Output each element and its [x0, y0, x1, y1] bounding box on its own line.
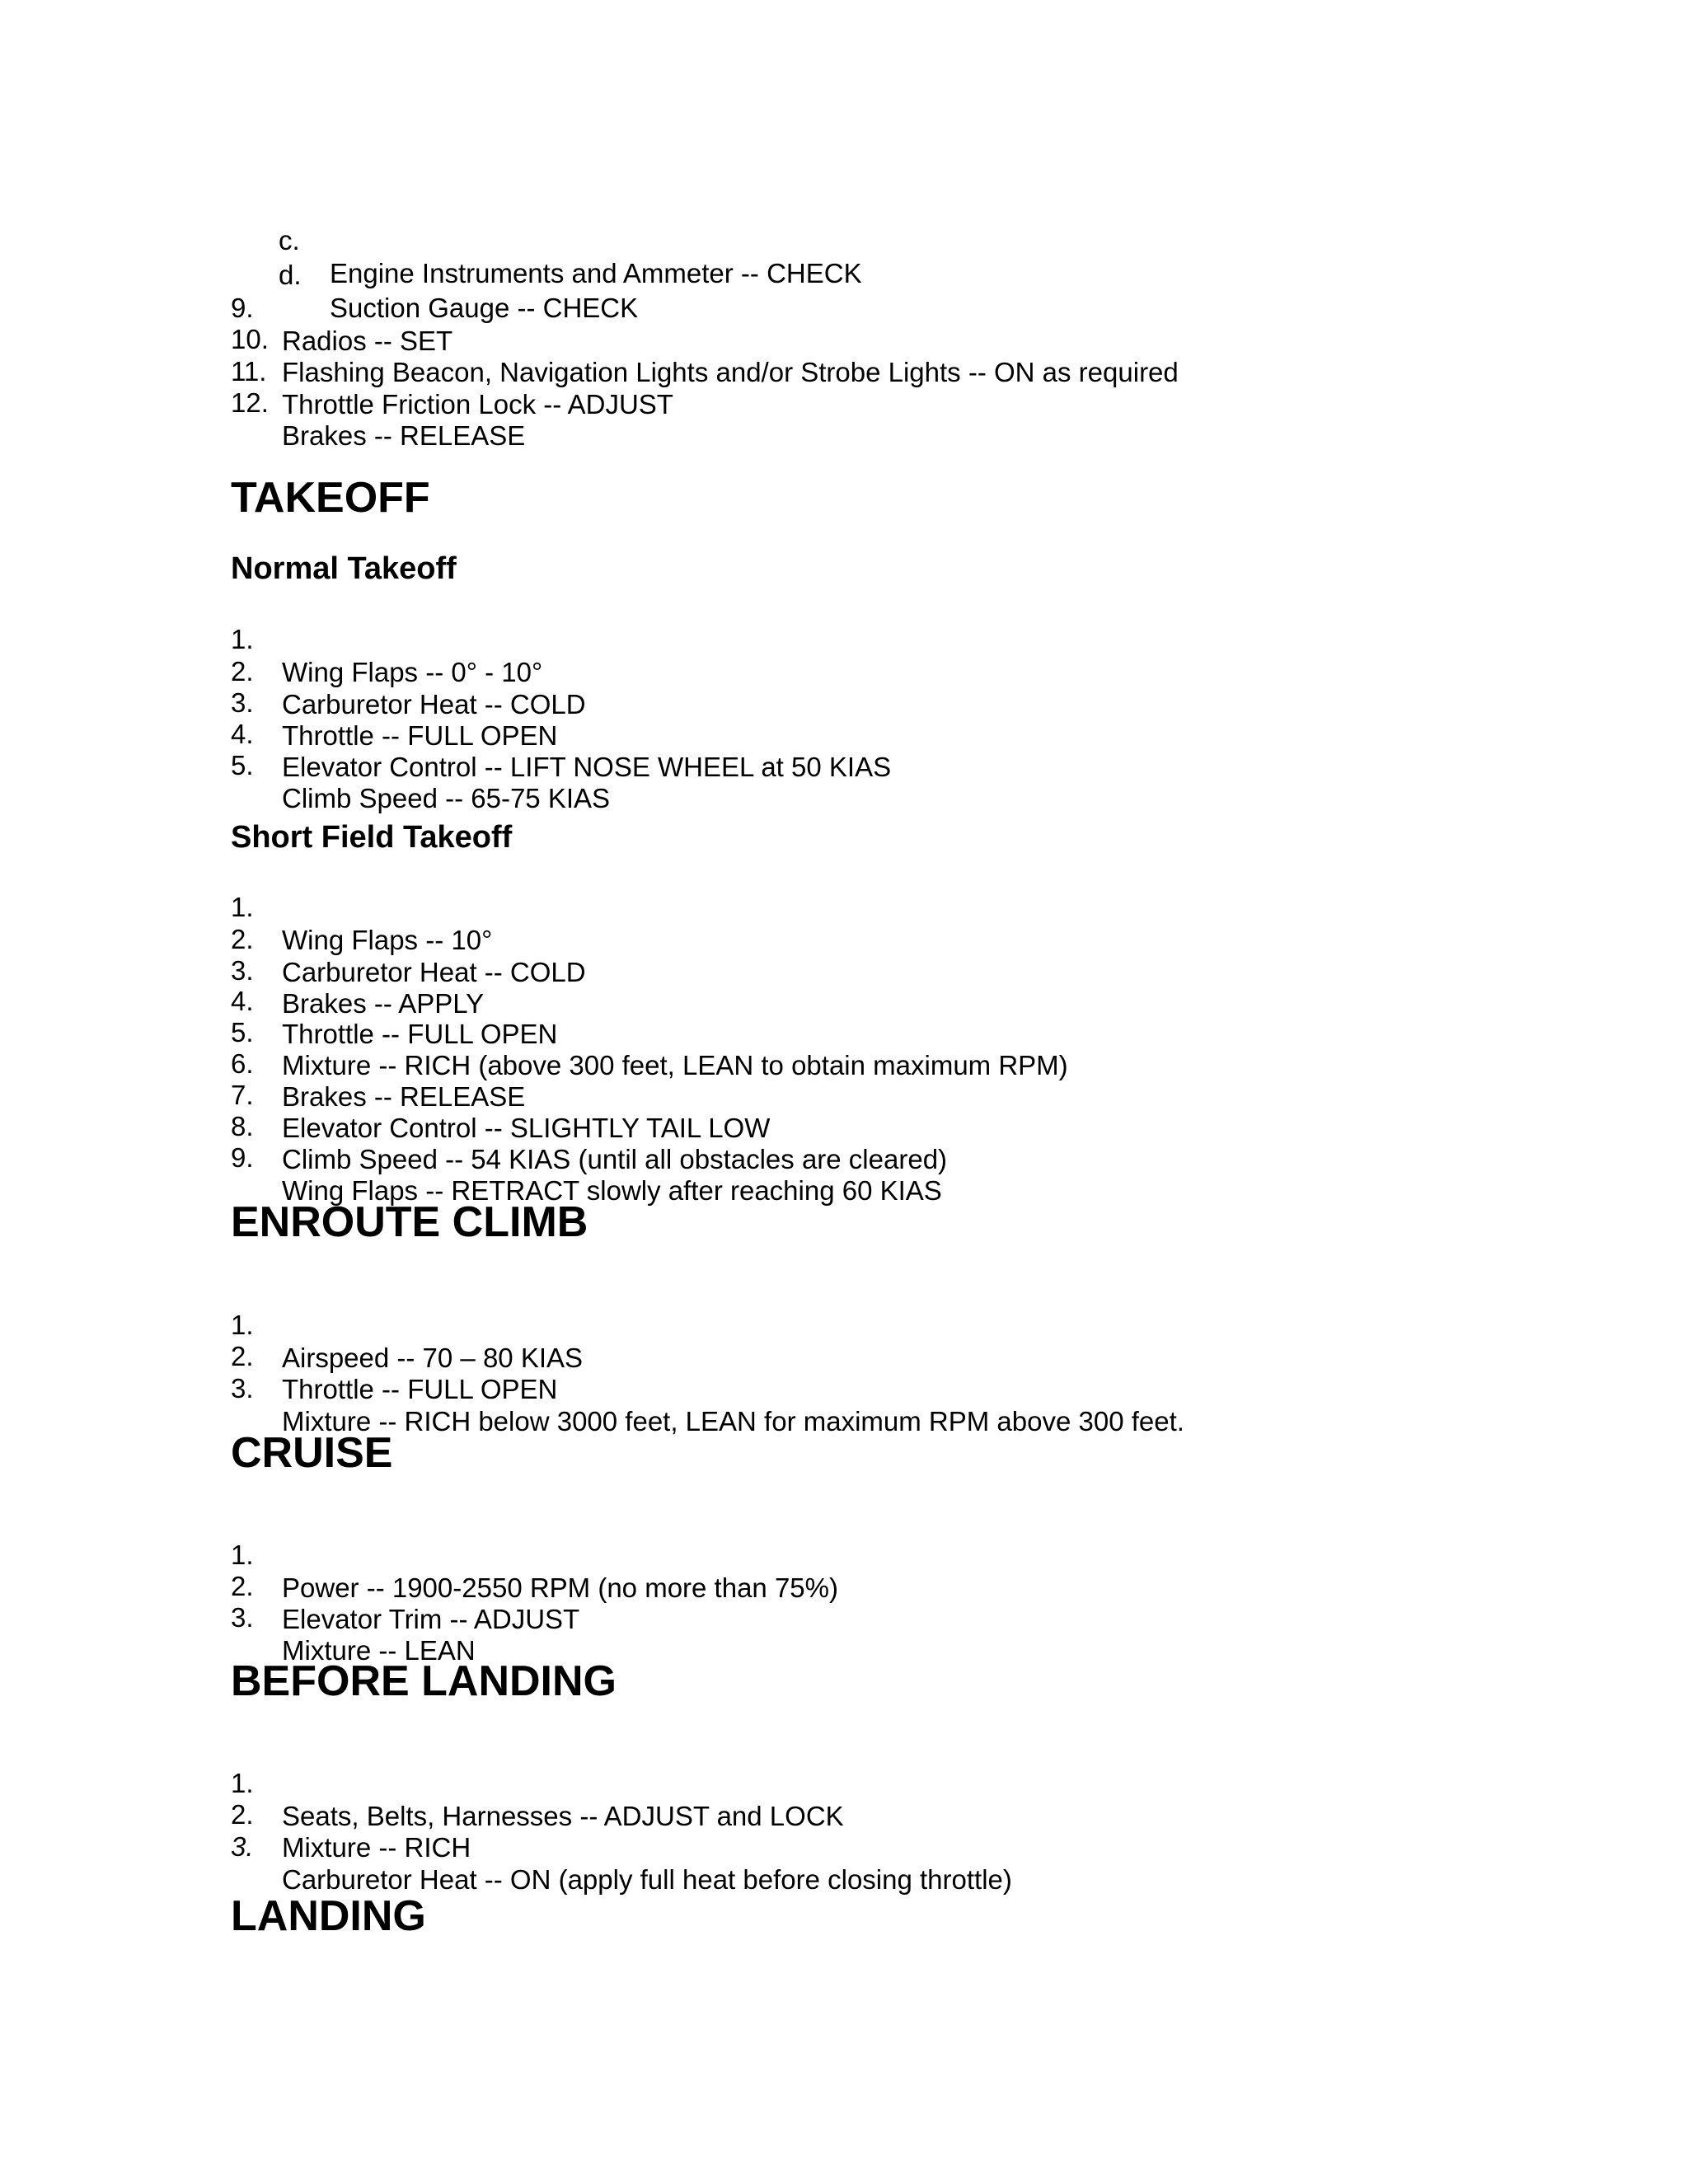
- item-text: Brakes -- RELEASE: [282, 1081, 526, 1112]
- item-number: 1.: [231, 1540, 254, 1570]
- item-text: Power -- 1900-2550 RPM (no more than 75%): [282, 1572, 838, 1603]
- section-heading-takeoff: TAKEOFF: [231, 474, 430, 522]
- item-number: 4.: [231, 986, 254, 1016]
- item-number: 5.: [231, 1017, 254, 1047]
- item-text: Wing Flaps -- 10°: [282, 925, 493, 955]
- item-text: Brakes -- APPLY: [282, 988, 485, 1019]
- item-text: Suction Gauge -- CHECK: [330, 293, 639, 323]
- item-text: Radios -- SET: [282, 326, 453, 356]
- item-text: Elevator Control -- SLIGHTLY TAIL LOW: [282, 1113, 771, 1143]
- item-number: 2.: [231, 1341, 254, 1371]
- item-number: 9.: [231, 293, 254, 323]
- item-number: 1.: [231, 1768, 254, 1798]
- section-heading-landing: LANDING: [231, 1892, 426, 1940]
- item-text: Climb Speed -- 65-75 KIAS: [282, 783, 611, 813]
- item-number: 3.: [231, 955, 254, 986]
- item-number: 12.: [231, 387, 269, 418]
- item-letter: c.: [279, 225, 300, 255]
- item-number: 2.: [231, 656, 254, 687]
- item-number: 2.: [231, 1571, 254, 1601]
- item-text: Mixture -- RICH below 3000 feet, LEAN for maximum RPM above 300 feet.: [282, 1406, 1184, 1436]
- item-text: Mixture -- LEAN: [282, 1635, 476, 1666]
- item-text: Throttle -- FULL OPEN: [282, 1374, 558, 1404]
- item-text: Climb Speed -- 54 KIAS (until all obstacles are cleared): [282, 1144, 948, 1174]
- item-number: 3.: [231, 1373, 254, 1404]
- section-heading-cruise: CRUISE: [231, 1429, 393, 1477]
- item-number: 9.: [231, 1142, 254, 1173]
- item-text: Carburetor Heat -- ON (apply full heat before closing throttle): [282, 1864, 1012, 1895]
- item-number: 10.: [231, 324, 269, 354]
- item-number: 4.: [231, 719, 254, 749]
- item-number: 7.: [231, 1080, 254, 1110]
- item-text: Elevator Trim -- ADJUST: [282, 1604, 580, 1634]
- item-number: 1.: [231, 624, 254, 654]
- item-text: Throttle -- FULL OPEN: [282, 720, 558, 751]
- item-text: Airspeed -- 70 – 80 KIAS: [282, 1343, 584, 1373]
- subsection-heading-short-field-takeoff: Short Field Takeoff: [231, 820, 513, 855]
- item-number: 3.: [231, 1831, 254, 1862]
- item-text: Flashing Beacon, Navigation Lights and/or Strobe Lights -- ON as required: [282, 357, 1179, 387]
- item-text: Wing Flaps -- RETRACT slowly after reaching 60 KIAS: [282, 1175, 942, 1206]
- item-number: 5.: [231, 750, 254, 780]
- subsection-heading-normal-takeoff: Normal Takeoff: [231, 551, 457, 586]
- item-number: 6.: [231, 1048, 254, 1079]
- item-number: 11.: [231, 356, 267, 387]
- item-text: Carburetor Heat -- COLD: [282, 957, 586, 987]
- item-text: Throttle -- FULL OPEN: [282, 1019, 558, 1049]
- item-text: Engine Instruments and Ammeter -- CHECK: [330, 258, 862, 288]
- item-text: Throttle Friction Lock -- ADJUST: [282, 389, 673, 419]
- item-text: Wing Flaps -- 0° - 10°: [282, 657, 543, 687]
- item-text: Elevator Control -- LIFT NOSE WHEEL at 50 KIAS: [282, 752, 892, 782]
- item-text: Carburetor Heat -- COLD: [282, 689, 586, 719]
- item-number: 8.: [231, 1111, 254, 1141]
- item-text: Mixture -- RICH: [282, 1832, 471, 1863]
- section-heading-before-landing: BEFORE LANDING: [231, 1657, 617, 1705]
- section-heading-enroute-climb: ENROUTE CLIMB: [231, 1198, 588, 1246]
- item-number: 2.: [231, 924, 254, 954]
- item-letter: d.: [279, 260, 302, 290]
- item-text: Brakes -- RELEASE: [282, 420, 526, 451]
- item-number: 2.: [231, 1799, 254, 1830]
- item-number: 1.: [231, 892, 254, 922]
- item-text: Seats, Belts, Harnesses -- ADJUST and LOCK: [282, 1801, 844, 1831]
- item-text: Mixture -- RICH (above 300 feet, LEAN to obtain maximum RPM): [282, 1050, 1068, 1080]
- item-number: 1.: [231, 1310, 254, 1340]
- item-number: 3.: [231, 1602, 254, 1633]
- item-number: 3.: [231, 687, 254, 718]
